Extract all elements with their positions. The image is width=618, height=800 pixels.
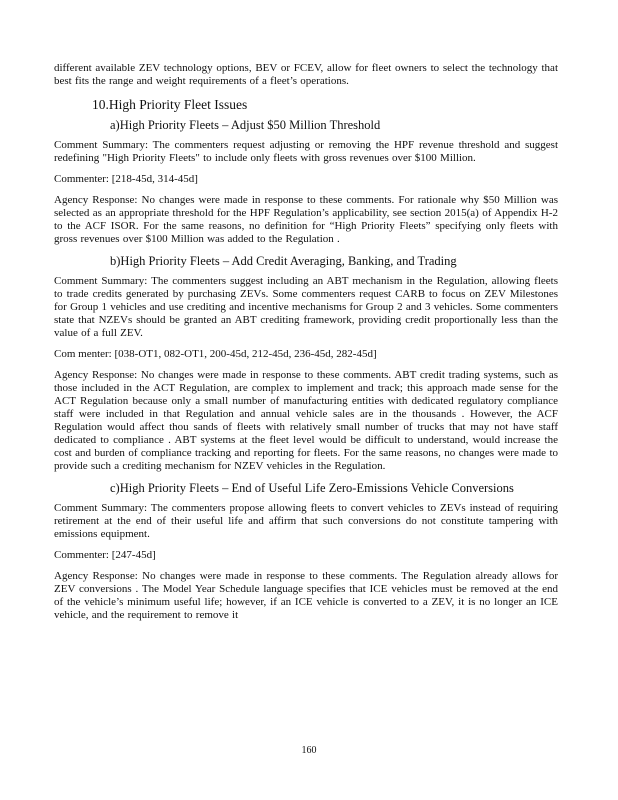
subsection-b-agency-response: Agency Response: No changes were made in response to these comments. ABT credit trading systems, such as those included in the ACT Regulation, are complex to implement and track; this approach made sense for the ACT Regulation because only a small number of manufacturing entities with dedicated regulatory compliance staff were included in that Regulation and annual vehicle sales are in the thousands . However, the ACF Regulation would affect thou sands of fleets with relatively small number of trucks that may not have staff dedicated to compliance . ABT systems at the fleet level would be difficult to understand, would increase the cost and burden of compliance tracking and reporting for fleets. For the same reasons, no changes were made to provide such a crediting mechanism for NZEV vehicles in the Regulation. <box>54 369 558 472</box>
subsection-a-heading: a)High Priority Fleets – Adjust $50 Million Threshold <box>110 118 381 132</box>
subsection-b-comment-summary: Comment Summary: The commenters suggest including an ABT mechanism in the Regulation, allowing fleets to trade credits generated by purchasing ZEVs. Some commenters request CARB to focus on ZEV Milestones for Group 1 vehicles and use crediting and incentive mechanisms for Group 2 and 3 vehicles. Some commenters state that NZEVs should be granted an ABT crediting framework, providing credit proportionally less than the value of a full ZEV. <box>54 275 558 339</box>
page-content <box>54 62 558 630</box>
subsection-a-comment-summary: Comment Summary: The commenters request adjusting or removing the HPF revenue threshold and suggest redefining "High Priority Fleets" to include only fleets with gross revenues over $100 Million. <box>54 139 558 164</box>
section-heading: 10.High Priority Fleet Issues <box>92 97 248 112</box>
subsection-a-commenter: Commenter: [218-45d, 314-45d] <box>54 173 198 185</box>
subsection-c-comment-summary: Comment Summary: The commenters propose allowing fleets to convert vehicles to ZEVs instead of requiring retirement at the end of their useful life and affirm that such conversions do not constitute tampering with emissions equipment. <box>54 502 558 540</box>
page-number: 160 <box>301 745 317 756</box>
subsection-a-agency-response: Agency Response: No changes were made in response to these comments. For rationale why $50 Million was selected as an appropriate threshold for the HPF Regulation’s applicability, see section 2015(a) of Appendix H-2 to the ACF ISOR. For the same reasons, no definition for “High Priority Fleets” specifying only fleets with gross revenues over $100 Million was added to the Regulation . <box>54 194 558 245</box>
subsection-b-heading: b)High Priority Fleets – Add Credit Averaging, Banking, and Trading <box>110 254 457 268</box>
subsection-c-heading: c)High Priority Fleets – End of Useful Life Zero-Emissions Vehicle Conversions <box>110 481 514 495</box>
subsection-c-agency-response: Agency Response: No changes were made in response to these comments. The Regulation already allows for ZEV conversions . The Model Year Schedule language specifies that ICE vehicles must be removed at the end of the vehicle’s minimum useful life; however, if an ICE vehicle is converted to a ZEV, it is no longer an ICE vehicle, and the requirement to remove it <box>54 570 558 621</box>
subsection-b-commenter: Com menter: [038-OT1, 082-OT1, 200-45d, 212-45d, 236-45d, 282-45d] <box>54 348 377 360</box>
intro-paragraph: different available ZEV technology options, BEV or FCEV, allow for fleet owners to select the technology that best fits the range and weight requirements of a fleet’s operations. <box>54 62 558 87</box>
subsection-c-commenter: Commenter: [247-45d] <box>54 549 156 561</box>
